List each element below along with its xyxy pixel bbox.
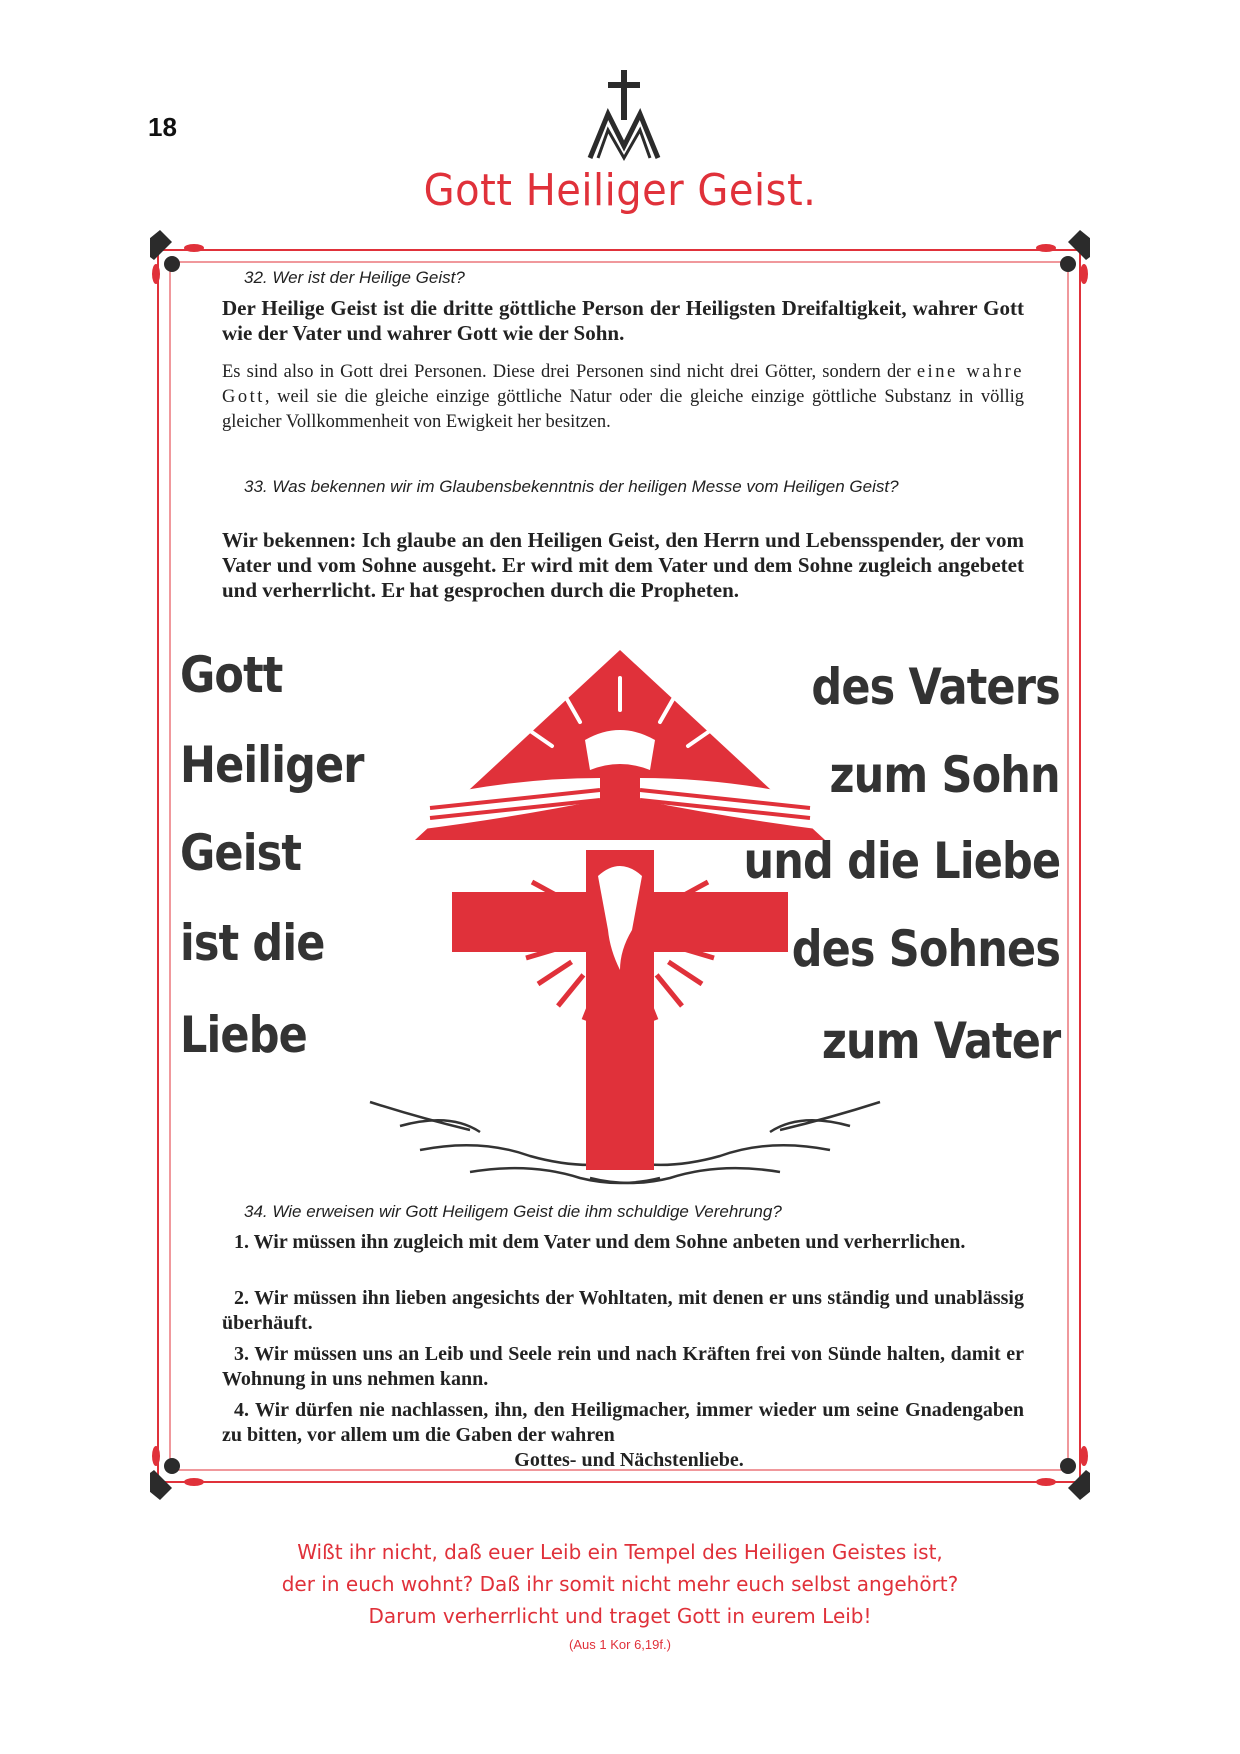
art-left-word-5: Liebe [180, 1006, 307, 1064]
art-left-word-2: Heiliger [180, 736, 364, 794]
answer-32-part2: , weil sie die gleiche einzige göttliche Natur oder die gleiche einzige göttliche Substanz in völlig gleicher Vollkommenheit von Ewigkeit her besitzen. [222, 387, 1024, 432]
answer-32-spaced: eine wahre Gott [222, 362, 1025, 407]
art-right-word-1: des Vaters [811, 658, 1060, 716]
art-right-word-4: des Sohnes [791, 920, 1060, 978]
art-left-word-3: Geist [180, 824, 302, 882]
question-34: 34. Wie erweisen wir Gott Heiligem Geist die ihm schuldige Verehrung? [244, 1202, 782, 1221]
bible-quote-line-3: Darum verherrlicht und traget Gott in eurem Leib! [368, 1604, 872, 1628]
question-33: 33. Was bekennen wir im Glaubensbekenntnis der heiligen Messe vom Heiligen Geist? [244, 477, 899, 496]
corner-ornament-icon [1036, 1446, 1090, 1500]
bible-quote-line-1: Wißt ihr nicht, daß euer Leib ein Tempel des Heiligen Geistes ist, [297, 1540, 943, 1564]
answer-34-item-4-text: 4. Wir dürfen nie nachlassen, ihn, den Heiligmacher, immer wieder um seine Gnadengaben zu bitten, vor allem um die Gaben der wahren [222, 1399, 1024, 1446]
bible-quote-source: (Aus 1 Kor 6,19f.) [569, 1637, 671, 1652]
art-left-word-1: Gott [180, 646, 283, 704]
art-left-word-4: ist die [180, 914, 325, 972]
corner-ornament-icon [1036, 230, 1090, 284]
art-right-word-3: und die Liebe [743, 832, 1060, 890]
bible-quote-line-2: der in euch wohnt? Daß ihr somit nicht mehr euch selbst angehört? [281, 1572, 959, 1596]
answer-33: Wir bekennen: Ich glaube an den Heiligen Geist, den Herrn und Lebensspender, der vom Vater und vom Sohne ausgeht. Er wird mit dem Vater und dem Sohne zugleich angebetet und verherrlicht. Er hat gesprochen durch die Propheten. [222, 528, 1024, 602]
answer-34-item-1: 1. Wir müssen ihn zugleich mit dem Vater und dem Sohne anbeten und verherrlichen. [234, 1231, 966, 1253]
holy-spirit-illustration [180, 646, 1060, 1190]
question-32: 32. Wer ist der Heilige Geist? [244, 268, 465, 287]
answer-32-part1: Es sind also in Gott drei Personen. Diese drei Personen sind nicht drei Götter, sondern der [222, 362, 911, 382]
art-right-word-2: zum Sohn [829, 746, 1060, 804]
answer-32-explanation [222, 360, 1024, 435]
page-title: Gott Heiliger Geist. [423, 166, 817, 216]
answer-34-item-4-last-line: Gottes- und Nächstenliebe. [514, 1449, 744, 1471]
art-right-word-5: zum Vater [821, 1012, 1060, 1070]
page-number: 18 [148, 112, 177, 142]
answer-34-item-2: 2. Wir müssen ihn lieben angesichts der Wohltaten, mit denen er uns ständig und unablässig überhäuft. [222, 1287, 1024, 1334]
answer-34-item-4 [222, 1398, 1024, 1473]
cross-monogram-logo [584, 70, 664, 162]
answer-34-item-3: 3. Wir müssen uns an Leib und Seele rein und nach Kräften frei von Sünde halten, damit er Wohnung in uns nehmen kann. [222, 1343, 1024, 1390]
answer-32-bold: Der Heilige Geist ist die dritte göttliche Person der Heiligsten Dreifaltigkeit, wahrer Gott wie der Vater und wahrer Gott wie der Sohn. [222, 296, 1024, 345]
